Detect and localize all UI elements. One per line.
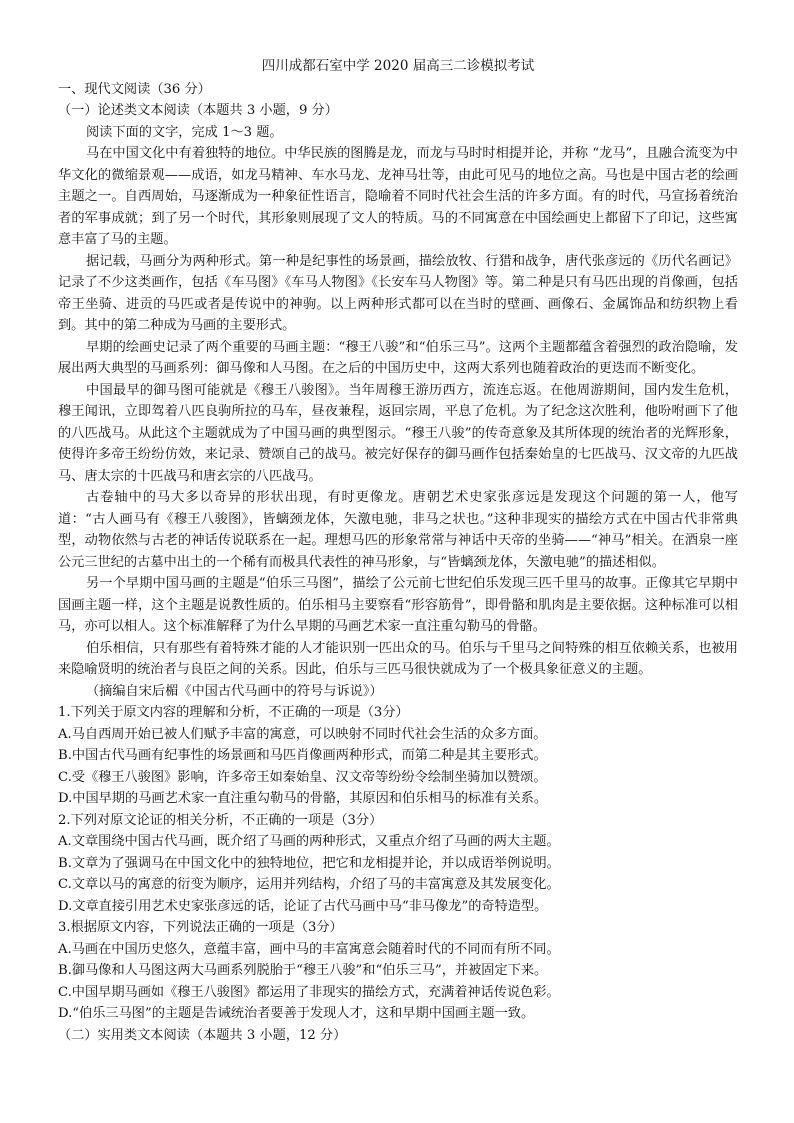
option-a: A.马自西周开始已被人们赋予丰富的寓意，可以映射不同时代社会生活的众多方面。 (58, 726, 547, 742)
source-citation: （摘编自宋后楣《中国古代马画中的符号与诉说》） (86, 683, 383, 699)
subsection-heading: （二）实用类文本阅读（本题共 3 小题，12 分） (58, 1027, 347, 1043)
question-stem: 3.根据原文内容，下列说法正确的一项是（3分） (58, 920, 343, 935)
option-b: B.文章为了强调马在中国文化中的独特地位，把它和龙相提并论，并以成语举例说明。 (58, 855, 560, 871)
exam-page (58, 56, 738, 1046)
option-b: B.御马像和人马图这两大马画系列脱胎于“穆王八骏”和“伯乐三马”，并被固定下来。 (58, 963, 548, 978)
option-d: D.中国早期的马画艺术家一直注重勾勒马的骨骼，其原因和伯乐相马的标准有关系。 (58, 791, 548, 806)
option-d: D.文章直接引用艺术史家张彦远的话，论证了古代马画中马“非马像龙”的奇特造型。 (58, 898, 548, 914)
option-a: A.马画在中国历史悠久，意蕴丰富，画中马的丰富寓意会随着时代的不同而有所不同。 (58, 941, 560, 957)
option-a: A.文章围绕中国古代马画，既介绍了马画的两种形式，又重点介绍了马画的两大主题。 (58, 834, 560, 849)
paragraph: 古卷轴中的马大多以奇异的形状出现，有时更像龙。唐朝艺术史家张彦远是发现这个问题的第一人，他写道：“古人画马有《穆王八骏图》，皆螭颈龙体，矢激电驰，非马之状也。”这种非现实的描绘方式在中国古代非常典型，动物依然与古老的神话传说联系在一起。理想马匹的形象常常与神话中天帝的坐骑——“神马”相关。在酒泉一座公元三世纪的古墓中出土的一个稀有而极具代表性的神马形象，与“皆螭颈龙体，矢激电驰”的描述相似。 (58, 490, 738, 570)
paragraph: 马在中国文化中有着独特的地位。中华民族的图腾是龙，而龙与马时时相提并论，并称 “龙马”，且融合流变为中华文化的微缩景观——成语，如龙马精神、车水马龙、龙神马壮等，由此可见马的地位之高。马也是中国古老的绘画主题之一。自西周始，马逐渐成为一种象征性语言，隐喻着不同时代社会生活的许多方面。有的时代，马宣扬着统治者的军事成就；到了另一个时代，其形象则展现了文人的特质。马的不同寓意在中国绘画史上都留下了印记，这些寓意丰富了马的主题。 (58, 146, 738, 247)
instruction: 阅读下面的文字，完成 1～3 题。 (86, 124, 283, 140)
question-stem: 1.下列关于原文内容的理解和分析，不正确的一项是（3分） (58, 705, 409, 720)
option-b: B.中国古代马画有纪事性的场景画和马匹肖像画两种形式，而第二种是其主要形式。 (58, 748, 547, 763)
option-c: C.中国早期马画如《穆王八骏图》都运用了非现实的描绘方式，充满着神话传说色彩。 (58, 984, 560, 1000)
paragraph: 另一个早期中国马画的主题是“伯乐三马图”，描绘了公元前七世纪伯乐发现三匹千里马的故事。正像其它早期中国画主题一样，这个主题是说教性质的。伯乐相马主要察看“形容筋骨”，即骨骼和肌肉是主要依据。这种标准可以相马，亦可以相人。这个标准解释了为什么早期的马画艺术家一直注重勾勒马的骨骼。 (58, 576, 738, 634)
page-title: 四川成都石室中学 2020 届高三二诊模拟考试 (261, 58, 535, 74)
option-c: C.受《穆王八骏图》影响，许多帝王如秦始皇、汉文帝等纷纷令绘制坐骑加以赞颂。 (58, 769, 547, 785)
question-stem: 2.下列对原文论证的相关分析，不正确的一项是（3分） (58, 812, 383, 828)
option-d: D.“伯乐三马图”的主题是告诫统治者要善于发现人才，这和早期中国画主题一致。 (58, 1006, 535, 1021)
paragraph: 早期的绘画史记录了两个重要的马画主题：“穆王八骏”和“伯乐三马”。这两个主题都蕴含着强烈的政治隐喻，发展出两大典型的马画系列：御马像和人马图。在之后的中国历史中，这两大系列也随着政治的更迭而不断变化。 (58, 339, 738, 376)
paragraph: 据记载，马画分为两种形式。第一种是纪事性的场景画，描绘放牧、行猎和战争，唐代张彦远的《历代名画记》记录了不少这类画作，包括《车马图》《车马人物图》《长安车马人物图》等。第二种是只有马匹出现的肖像画，包括帝王坐骑、进贡的马匹或者是传说中的神驹。以上两种形式都可以在当时的壁画、画像石、金属饰品和纺织物上看到。其中的第二种成为马画的主要形式。 (58, 253, 738, 333)
paragraph: 中国最早的御马图可能就是《穆王八骏图》。当年周穆王游历西方，流连忘返。在他周游期间，国内发生危机，穆王闻讯，立即驾着八匹良驹所拉的马车，昼夜兼程，返回宗周，平息了危机。为了纪念这次胜利，他吩咐画下了他的八匹战马。从此这个主题就成为了中国马画的典型图示。“穆王八骏”的传奇意象及其所体现的统治者的光辉形象，使得许多帝王纷纷仿效，来记录、赞颂自己的战马。被完好保存的御马画作包括秦始皇的七匹战马、汉文帝的九匹战马、唐太宗的十匹战马和唐玄宗的八匹战马。 (58, 382, 738, 484)
option-c: C.文章以马的寓意的衍变为顺序，运用并列结构，介绍了马的丰富寓意及其发展变化。 (58, 877, 560, 892)
section-heading: 一、现代文阅读（36 分） (58, 81, 211, 97)
paragraph: 伯乐相信，只有那些有着特殊才能的人才能识别一匹出众的马。伯乐与千里马之间特殊的相互依赖关系，也被用来隐喻贤明的统治者与良臣之间的关系。因此，伯乐与三匹马很快就成为了一个极具象征意义的主题。 (58, 640, 738, 677)
subsection-heading: （一）论述类文本阅读（本题共 3 小题，9 分） (58, 103, 338, 118)
